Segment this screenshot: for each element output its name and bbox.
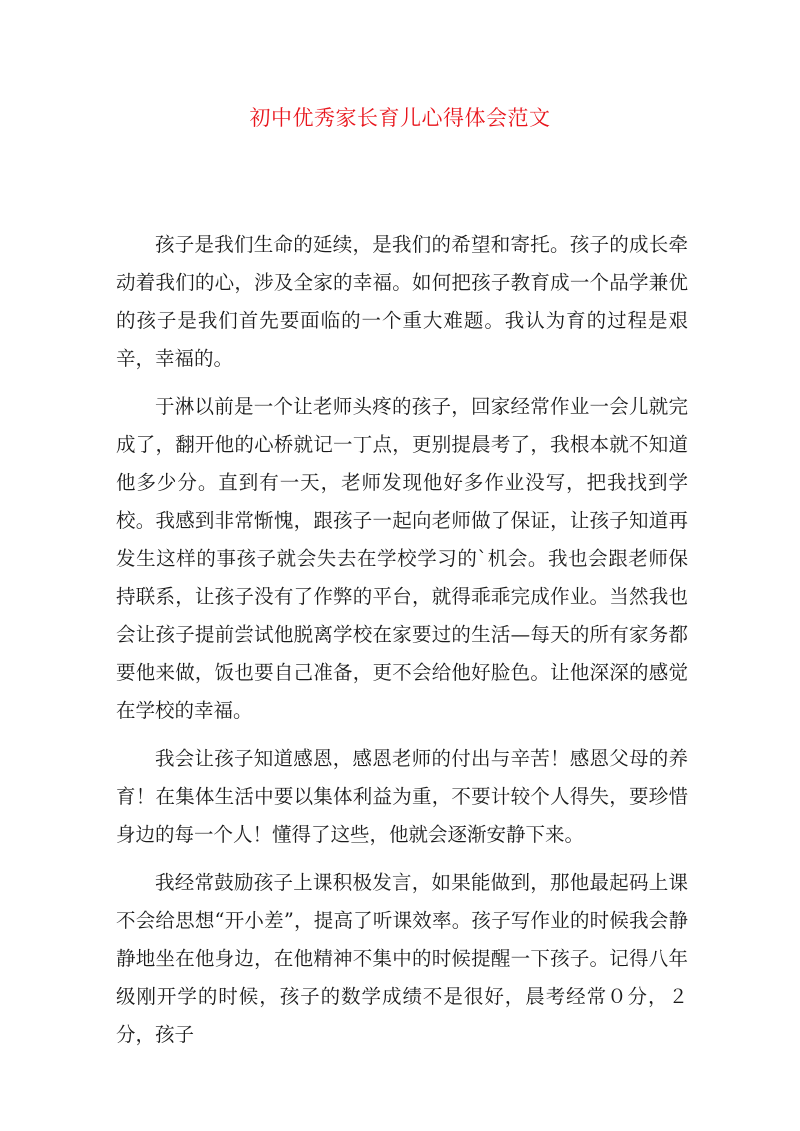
document-body xyxy=(116,226,688,1064)
paragraph-3: 我会让孩子知道感恩，感恩老师的付出与辛苦！感恩父母的养育！在集体生活中要以集体利益为重，不要计较个人得失，要珍惜身边的每一个人！懂得了这些，他就会逐渐安静下来。 xyxy=(116,747,688,846)
document-title: 初中优秀家长育儿心得体会范文 xyxy=(249,106,551,130)
paragraph-4: 我经常鼓励孩子上课积极发言，如果能做到，那他最起码上课不会给思想“开小差”，提高了听课效率。孩子写作业的时候我会静静地坐在他身边，在他精神不集中的时候提醒一下孩子。记得八年级刚开学的时候，孩子的数学成绩不是很好，晨考经常０分，２分，孩子 xyxy=(116,871,688,1046)
paragraph-1: 孩子是我们生命的延续，是我们的希望和寄托。孩子的成长牵动着我们的心，涉及全家的幸福。如何把孩子教育成一个品学兼优的孩子是我们首先要面临的一个重大难题。我认为育的过程是艰辛，幸福的。 xyxy=(116,233,688,370)
paragraph-2: 于淋以前是一个让老师头疼的孩子，回家经常作业一会儿就完成了，翻开他的心桥就记一丁点，更别提晨考了，我根本就不知道他多少分。直到有一天，老师发现他好多作业没写，把我找到学校。我感到非常惭愧，跟孩子一起向老师做了保证，让孩子知道再发生这样的事孩子就会失去在学校学习的`机会。我也会跟老师保持联系，让孩子没有了作弊的平台，就得乖乖完成作业。当然我也会让孩子提前尝试他脱离学校在家要过的生活—每天的所有家务都要他来做，饭也要自己准备，更不会给他好脸色。让他深深的感觉在学校的幸福。 xyxy=(116,395,688,722)
